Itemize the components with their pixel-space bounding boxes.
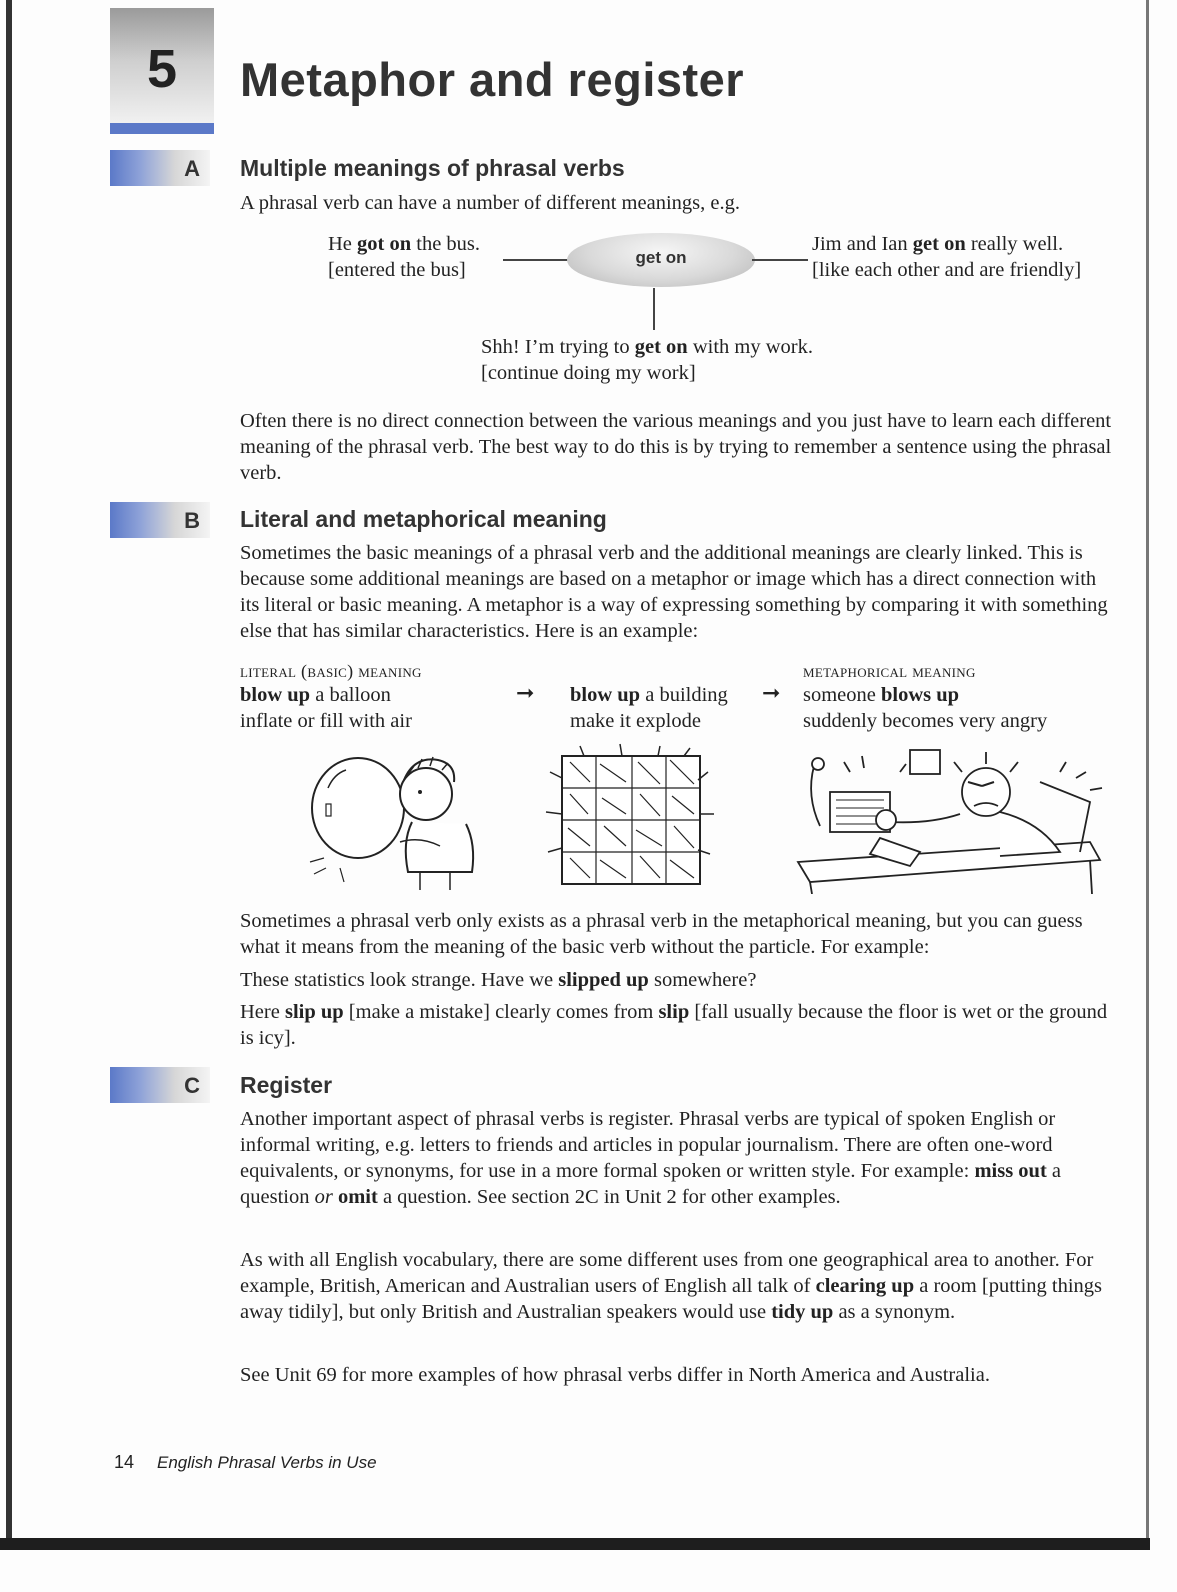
get-on-example-right: Jim and Ian get on really well.: [812, 233, 1064, 255]
get-on-example-left: He got on the bus.: [328, 233, 481, 255]
blow-up-balloon-gloss: inflate or fill with air: [240, 710, 412, 732]
angry-man-illustration: [790, 742, 1120, 894]
section-b-paragraph-1: Sometimes the basic meanings of a phrasal verb and the additional meanings are clearly linked. This is because some additional meanings are based on a metaphor or image which has a direct connection with its literal or basic meaning. A metaphor is a way of expressing something by comparing it with something else that has similar characteristics. Here is an example:: [240, 542, 1108, 642]
unit-accent-bar: [110, 123, 214, 134]
scan-edge-left: [6, 0, 12, 1550]
section-a-paragraph: Often there is no direct connection between the various meanings and you just have to learn each different meaning of the phrasal verb. The best way to do this is by trying to remember a sentence using the phrasal verb.: [240, 410, 1112, 484]
section-b-paragraph-2: Sometimes a phrasal verb only exists as a phrasal verb in the metaphorical meaning, but you can guess what it means from the meaning of the basic verb without the particle. For example:: [240, 910, 1083, 958]
connector-right: [752, 259, 808, 261]
get-on-example-bottom: Shh! I’m trying to get on with my work.: [481, 336, 813, 358]
unit-number: 5: [146, 39, 178, 99]
literal-meaning-header: literal (basic) meaning: [240, 661, 422, 681]
section-a-letter: A: [184, 156, 200, 181]
section-c-letter: C: [184, 1073, 200, 1098]
slip-up-explanation: Here slip up [make a mistake] clearly comes from slip [fall usually because the floor is wet or the ground is icy].: [240, 1001, 1108, 1049]
scan-edge-right: [1146, 0, 1149, 1538]
blows-up-angry: someone blows up: [803, 684, 960, 706]
section-c-paragraph-1: Another important aspect of phrasal verbs is register. Phrasal verbs are typical of spoken English or informal writing, e.g. letters to friends and articles in popular journalism. There are often one-word equivalents, or synonyms, for use in a more formal spoken or written style. For example: miss out a question or omit a question. See section 2C in Unit 2 for other examples.: [240, 1108, 1062, 1208]
section-b-heading: Literal and metaphorical meaning: [240, 506, 607, 532]
connector-down: [653, 288, 655, 330]
section-c-paragraph-2: As with all English vocabulary, there are some different uses from one geographical area to another. For example, British, American and Australian users of English all talk of clearing up a room [putting things away tidily], but only British and Australian speakers would use tidy up as a synonym.: [240, 1249, 1103, 1323]
blow-up-building: blow up a building: [570, 684, 728, 706]
page-title: Metaphor and register: [240, 53, 745, 106]
slipped-up-example: These statistics look strange. Have we slipped up somewhere?: [240, 969, 757, 991]
section-a-heading: Multiple meanings of phrasal verbs: [240, 155, 625, 181]
connector-left: [503, 259, 571, 261]
section-c-heading: Register: [240, 1072, 333, 1098]
section-c-paragraph-3: See Unit 69 for more examples of how phrasal verbs differ in North America and Australia.: [240, 1364, 990, 1386]
balloon-illustration: [300, 742, 490, 894]
page-number: 14: [114, 1452, 135, 1472]
exploding-building-illustration: [540, 742, 720, 892]
get-on-bubble: get on: [567, 233, 755, 287]
get-on-gloss-right: [like each other and are friendly]: [812, 259, 1082, 281]
metaphorical-meaning-header: metaphorical meaning: [803, 661, 976, 681]
scan-edge-bottom: [0, 1538, 1150, 1550]
section-a-intro: A phrasal verb can have a number of different meanings, e.g.: [240, 192, 740, 214]
blows-up-angry-gloss: suddenly becomes very angry: [803, 710, 1048, 732]
get-on-gloss-bottom: [continue doing my work]: [481, 362, 696, 384]
book-title: English Phrasal Verbs in Use: [157, 1453, 377, 1472]
get-on-gloss-left: [entered the bus]: [328, 259, 466, 281]
arrow-right-icon: ➞: [516, 681, 535, 706]
blow-up-building-gloss: make it explode: [570, 710, 701, 732]
blow-up-balloon: blow up a balloon: [240, 684, 391, 706]
arrow-right-icon: ➞: [762, 681, 781, 706]
section-b-letter: B: [184, 508, 200, 533]
